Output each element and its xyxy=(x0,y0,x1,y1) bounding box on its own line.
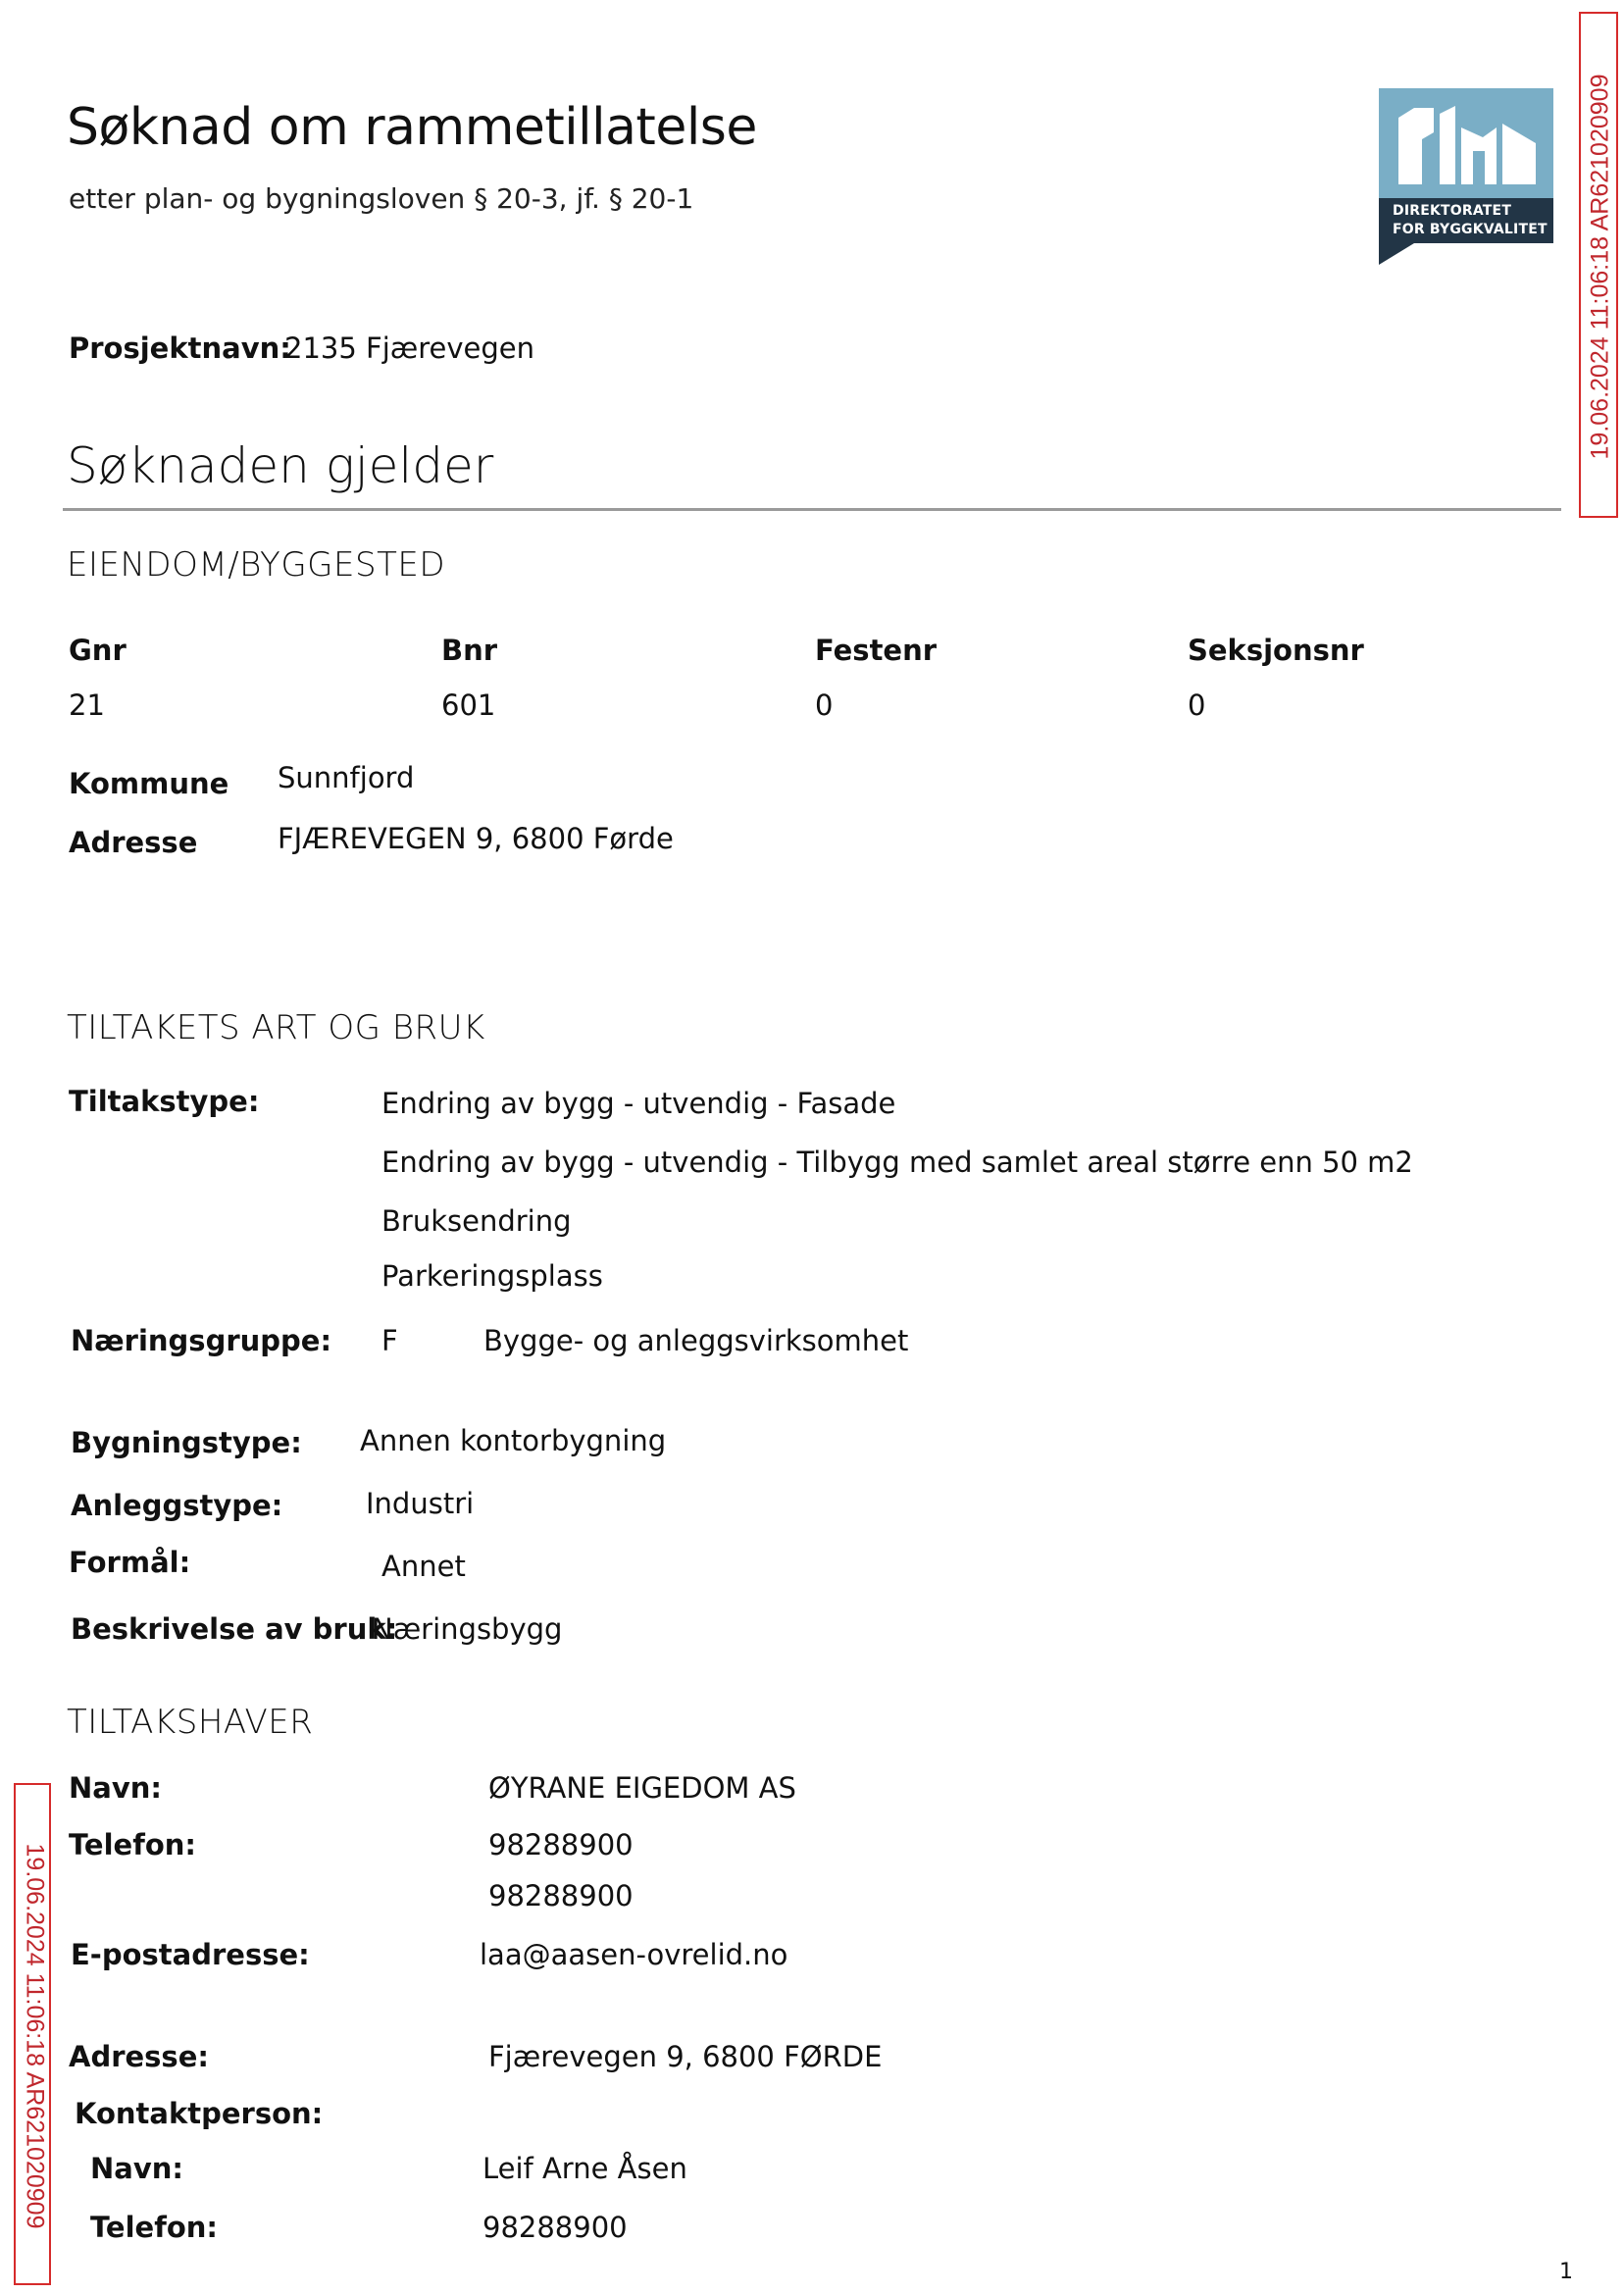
kommune-label: Kommune xyxy=(69,767,229,800)
kontakt-telefon-label: Telefon: xyxy=(90,2211,218,2244)
project-name-label: Prosjektnavn: xyxy=(69,331,291,365)
kontakt-navn-label: Navn: xyxy=(90,2152,183,2185)
gnr-value: 21 xyxy=(69,688,105,722)
tiltakstype-label: Tiltakstype: xyxy=(69,1085,260,1118)
logo-buildings-icon xyxy=(1379,88,1553,198)
timestamp-stamp-right xyxy=(1579,12,1618,518)
section-title: Søknaden gjelder xyxy=(67,437,494,494)
logo-tail xyxy=(1379,243,1414,265)
adresse-value: FJÆREVEGEN 9, 6800 Førde xyxy=(278,822,674,855)
kontaktperson-label: Kontaktperson: xyxy=(75,2097,324,2130)
tiltakshaver-telefon-value: 98288900 xyxy=(488,1828,634,1861)
tiltakshaver-heading: TILTAKSHAVER xyxy=(67,1703,314,1742)
adresse-label: Adresse xyxy=(69,826,198,859)
page-number: 1 xyxy=(1559,2260,1573,2284)
tiltakshaver-adresse-label: Adresse: xyxy=(69,2040,209,2073)
tiltakstype-item: Parkeringsplass xyxy=(381,1259,603,1293)
beskrivelse-label: Beskrivelse av bruk: xyxy=(71,1612,398,1646)
gnr-label: Gnr xyxy=(69,634,127,667)
bygningstype-label: Bygningstype: xyxy=(71,1426,302,1459)
tiltakshaver-epost-value: laa@aasen-ovrelid.no xyxy=(480,1938,788,1971)
bnr-label: Bnr xyxy=(441,634,498,667)
naeringsgruppe-text: Bygge- og anleggsvirksomhet xyxy=(483,1324,909,1357)
anleggstype-label: Anleggstype: xyxy=(71,1489,283,1522)
bnr-value: 601 xyxy=(441,688,496,722)
tiltakshaver-epost-label: E-postadresse: xyxy=(71,1938,310,1971)
section-divider xyxy=(63,508,1561,511)
tiltakshaver-navn-value: ØYRANE EIGEDOM AS xyxy=(488,1771,796,1805)
anleggstype-value: Industri xyxy=(366,1487,475,1520)
formal-value: Annet xyxy=(381,1550,466,1583)
logo-text-band xyxy=(1379,198,1553,243)
stamp-text-right: 19.06.2024 11:06:18 AR621020909 xyxy=(1586,74,1614,460)
seksjonsnr-label: Seksjonsnr xyxy=(1188,634,1364,667)
timestamp-stamp-left xyxy=(14,1783,51,2285)
naeringsgruppe-label: Næringsgruppe: xyxy=(71,1324,332,1357)
document-title: Søknad om rammetillatelse xyxy=(67,98,757,157)
tiltakstype-item: Endring av bygg - utvendig - Tilbygg med samlet areal større enn 50 m2 xyxy=(381,1146,1413,1179)
festenr-value: 0 xyxy=(815,688,834,722)
dibk-logo xyxy=(1379,88,1553,277)
kontakt-navn-value: Leif Arne Åsen xyxy=(482,2152,687,2185)
tiltakstype-item: Bruksendring xyxy=(381,1204,572,1238)
tiltakshaver-adresse-value: Fjærevegen 9, 6800 FØRDE xyxy=(488,2040,883,2073)
bygningstype-value: Annen kontorbygning xyxy=(360,1424,667,1457)
formal-label: Formål: xyxy=(69,1546,191,1579)
tiltakshaver-navn-label: Navn: xyxy=(69,1771,162,1805)
project-name-value: 2135 Fjærevegen xyxy=(284,331,534,365)
beskrivelse-value: Næringsbygg xyxy=(372,1612,563,1646)
festenr-label: Festenr xyxy=(815,634,938,667)
kommune-value: Sunnfjord xyxy=(278,761,415,794)
tiltak-heading: TILTAKETS ART OG BRUK xyxy=(67,1008,485,1047)
kontakt-telefon-value: 98288900 xyxy=(482,2211,628,2244)
tiltakshaver-telefon-label: Telefon: xyxy=(69,1828,196,1861)
tiltakshaver-telefon-value-2: 98288900 xyxy=(488,1879,634,1912)
logo-text-line1: DIREKTORATET xyxy=(1393,203,1512,219)
eiendom-heading: EIENDOM/BYGGESTED xyxy=(67,545,446,585)
tiltakstype-item: Endring av bygg - utvendig - Fasade xyxy=(381,1087,896,1120)
logo-text-line2: FOR BYGGKVALITET xyxy=(1393,222,1548,237)
seksjonsnr-value: 0 xyxy=(1188,688,1206,722)
document-subtitle: etter plan- og bygningsloven § 20-3, jf. § 20-1 xyxy=(69,182,694,215)
naeringsgruppe-code: F xyxy=(381,1324,398,1357)
stamp-text-left: 19.06.2024 11:06:18 AR621020909 xyxy=(21,1843,49,2229)
